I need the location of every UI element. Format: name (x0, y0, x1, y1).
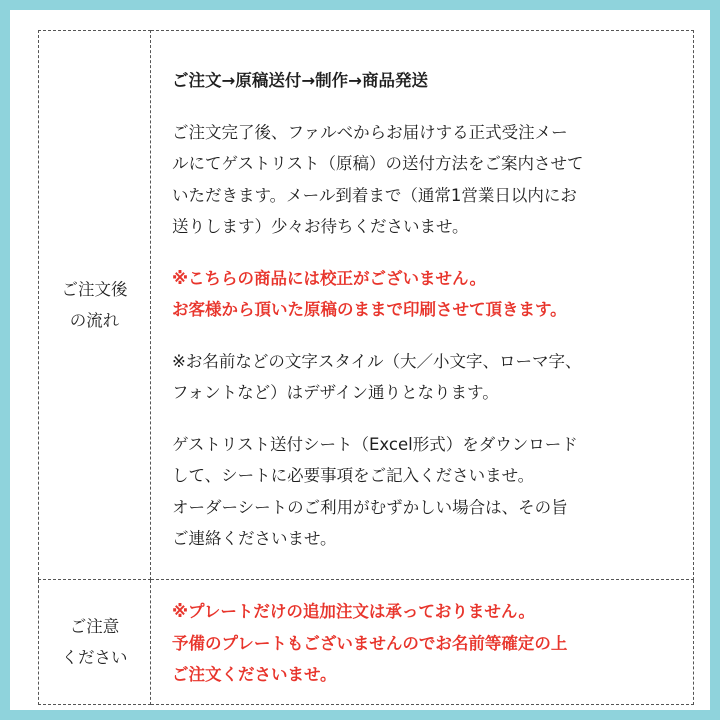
order-flow-row (39, 31, 694, 580)
order-flow-heading: ご注文→原稿送付→制作→商品発送 (172, 71, 428, 91)
notice-panel (10, 10, 710, 710)
caution-label-text: ご注意 ください (61, 617, 128, 667)
caution-row (39, 580, 694, 705)
order-flow-table (38, 30, 694, 705)
proofing-warning: ※こちらの商品には校正がございません。 お客様から頂いた原稿のままで印刷させて頂きます。 (172, 268, 567, 320)
order-flow-label (39, 31, 151, 580)
order-flow-paragraph-1: ご注文完了後、ファルベからお届けする正式受注メー ルにてゲストリスト（原稿）の送付方法をご案内させて いただきます。メール到着まで（通常1営業日以内にお 送りします）少々お待ちくださいませ。 (172, 122, 584, 237)
order-flow-content (151, 31, 694, 580)
caution-content (151, 580, 694, 705)
order-flow-label-text: ご注文後 の流れ (61, 280, 128, 330)
caution-label (39, 580, 151, 705)
guest-list-sheet-note: ゲストリスト送付シート（Excel形式）をダウンロード して、シートに必要事項をご記入くださいませ。 オーダーシートのご利用がむずかしい場合は、その旨 ご連絡くださいませ。 (172, 434, 578, 549)
text-style-note: ※お名前などの文字スタイル（大／小文字、ローマ字、 フォントなど）はデザイン通りとなります。 (172, 351, 582, 403)
caution-warning: ※プレートだけの追加注文は承っておりません。 予備のプレートもございませんのでお名前等確定の上 ご注文くださいませ。 (172, 602, 568, 685)
